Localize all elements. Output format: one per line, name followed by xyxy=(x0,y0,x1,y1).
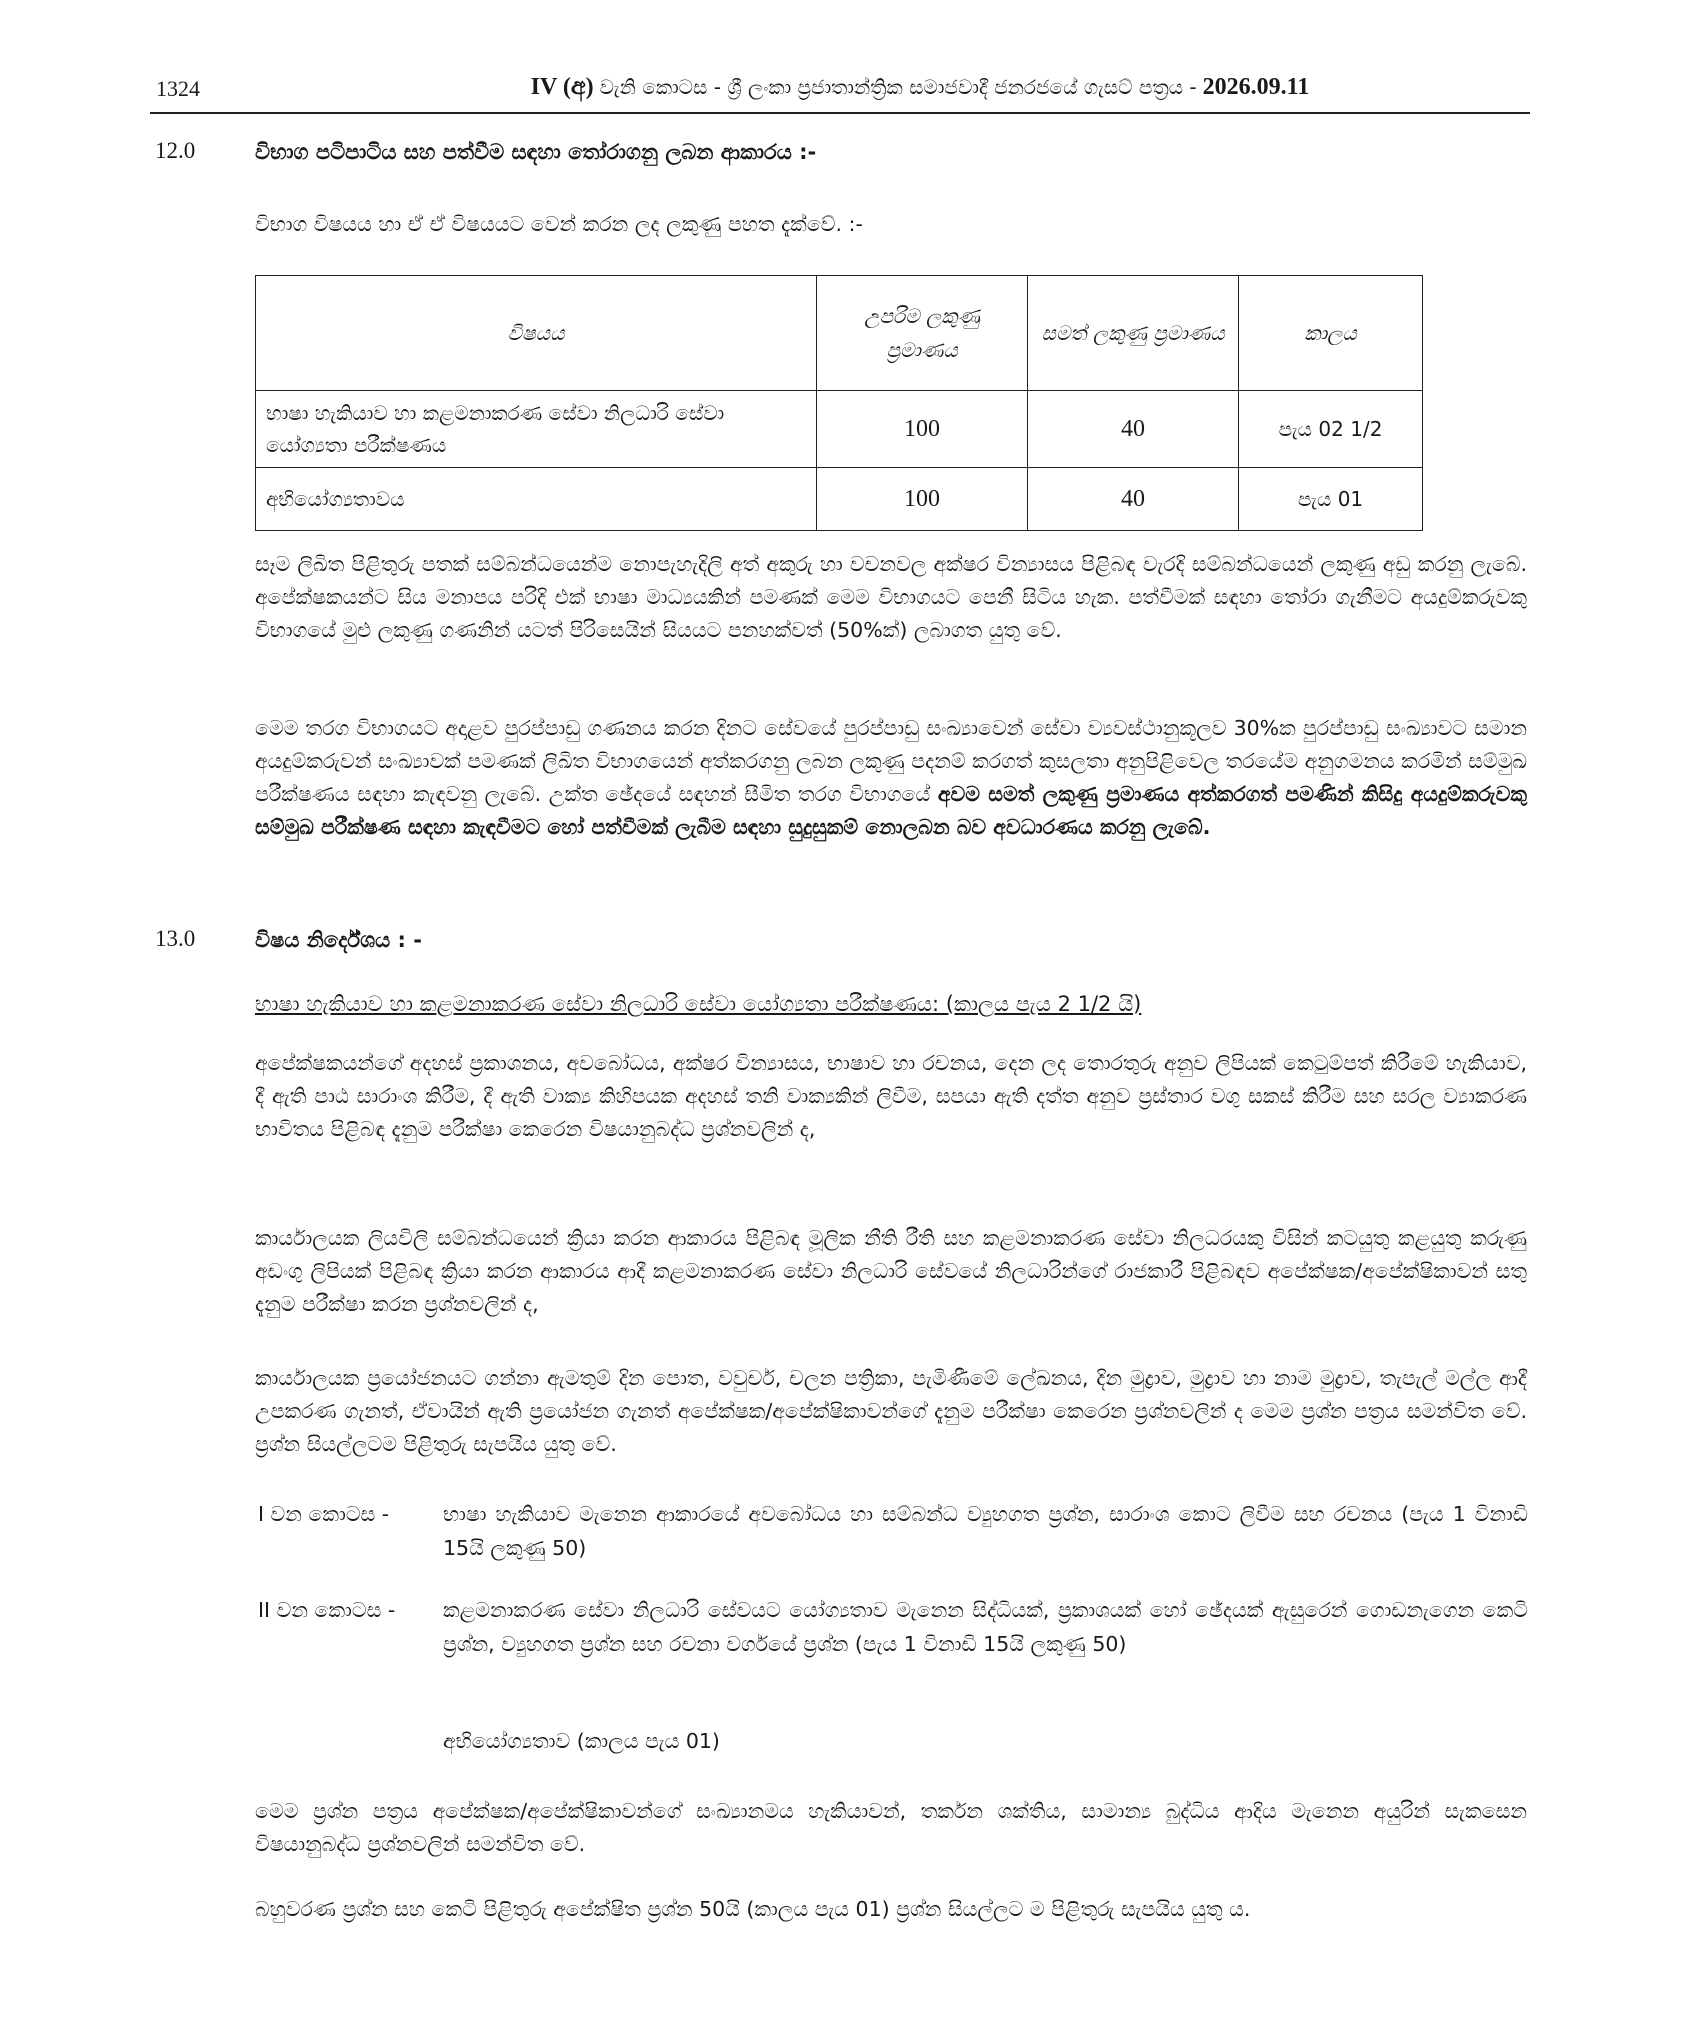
marks-table-header xyxy=(256,276,1423,391)
cell-max: 100 xyxy=(817,468,1028,531)
header-title-text: වැනි කොටස - ශ්‍රී ලංකා ප්‍රජාතාන්ත්‍රික සමාජවාදී ජනරජයේ ගැසට් පත්‍රය - xyxy=(599,75,1197,99)
header-part: IV (අ) xyxy=(530,74,594,100)
section-13-number: 13.0 xyxy=(155,926,196,951)
part-1-label: I වන කොටස - xyxy=(258,1502,390,1526)
syllabus-subheading: භාෂා හැකියාව හා කළමනාකරණ සේවා නිලධාරි සේවා යෝග්‍යතා පරීක්ෂණය: (කාලය පැය 2 1/2 යි) xyxy=(255,992,1142,1016)
section-13-paragraph-1: අපේක්ෂකයන්ගේ අදහස් ප්‍රකාශනය, අවබෝධය, අක්ෂර වින්‍යාසය, භාෂාව හා රචනය, දෙන ලද තොරතුරු අනුව ලිපියක් කෙටුම්පත් කිරීමේ හැකියාව, දී ඇති පාඨ සාරාංශ කිරීම, දී ඇති වාක්‍ය කිහිපයක අදහස් තනි වාක්‍යකින් ලිවීම, සපයා ඇති දත්ත අනුව ප්‍රස්තාර වගු සකස් කිරීම සහ සරල ව්‍යාකරණ භාවිතය පිළිබඳ දැනුම පරීක්ෂා කෙරෙන විෂයානුබද්ධ ප්‍රශ්නවලින් ද, xyxy=(255,1051,1527,1141)
page-number: 1324 xyxy=(156,76,200,101)
section-13-paragraph-2: කාර්යාලයක ලියවිලි සම්බන්ධයෙන් ක්‍රියා කරන ආකාරය පිළිබඳ මූලික නීති රීති සහ කළමනාකරණ සේවා නිලධරයකු විසින් කටයුතු කළයුතු කරුණු අඩංගු ලිපියක් පිළිබඳ ක්‍රියා කරන ආකාරය ආදී කළමනාකරණ සේවා නිලධාරි සේවයේ නිලධාරින්ගේ රාජකාරී පිළිබඳව අපේක්ෂක/අපේක්ෂිකාවන් සතු දැනුම පරීක්ෂා කරන ප්‍රශ්නවලින් ද, xyxy=(255,1226,1527,1316)
cell-duration: පැය 02 1/2 xyxy=(1239,391,1423,468)
col-duration: කාලය xyxy=(1239,276,1423,391)
section-12-number: 12.0 xyxy=(155,138,196,163)
cell-duration: පැය 01 xyxy=(1239,468,1423,531)
gazette-title xyxy=(310,74,1530,101)
paragraph-2-emphasis: අවම සමත් ලකුණු ප්‍රමාණය අත්කරගත් පමණින් කිසිදු අයදුම්කරුවකු සම්මුඛ පරීක්ෂණ සඳහා කැඳවීමට හෝ පත්වීමක් ලැබීම සඳහා සුදුසුකම් නොලබන බව අවධාරණය කරනු ලැබේ. xyxy=(255,782,1527,839)
col-pass-marks: සමත් ලකුණු ප්‍රමාණය xyxy=(1028,276,1239,391)
marks-table xyxy=(255,275,1423,531)
part-2-label: II වන කොටස - xyxy=(258,1598,396,1622)
col-max-marks: උපරිම ලකුණු ප්‍රමාණය xyxy=(817,276,1028,391)
cell-pass: 40 xyxy=(1028,468,1239,531)
table-row xyxy=(256,468,1423,531)
part-2-text: කළමනාකරණ සේවා නිලධාරි සේවයට යෝග්‍යතාව මැනෙන සිද්ධියක්, ප්‍රකාශයක් හෝ ඡේදයක් ඇසුරෙන් ගොඩනැගෙන කෙටි ප්‍රශ්න, ව්‍යුහගත ප්‍රශ්න සහ රචනා වර්ගයේ ප්‍රශ්න (පැය 1 විනාඩි 15යි ලකුණු 50) xyxy=(443,1598,1528,1656)
cell-subject: භාෂා හැකියාව හා කළමනාකරණ සේවා නිලධාරි සේවා යෝග්‍යතා පරීක්ෂණය xyxy=(256,391,817,468)
cell-max: 100 xyxy=(817,391,1028,468)
section-13-heading: විෂය නිර්දේශය : - xyxy=(255,928,422,952)
cell-pass: 40 xyxy=(1028,391,1239,468)
section-12-paragraph-2 xyxy=(255,712,1527,844)
page-header xyxy=(150,70,1530,114)
col-subject: විෂයය xyxy=(256,276,817,391)
section-13-paragraph-4: මෙම ප්‍රශ්න පත්‍රය අපේක්ෂක/අපේක්ෂිකාවන්ගේ සංඛ්‍යානමය හැකියාවන්, තර්කන ශක්තිය, සාමාන්‍ය බුද්ධිය ආදිය මැනෙන අයුරින් සැකසෙන විෂයානුබද්ධ ප්‍රශ්නවලින් සමන්විත වේ. xyxy=(255,1799,1527,1856)
section-12-paragraph-1: සෑම ලිඛිත පිළිතුරු පතක් සම්බන්ධයෙන්ම නොපැහැදිලි අත් අකුරු හා වචනවල අක්ෂර වින්‍යාසය පිළිබඳ වැරදි සම්බන්ධයෙන් ලකුණු අඩු කරනු ලැබේ. අපේක්ෂකයන්ට සිය මනාපය පරිදි එක් භාෂා මාධ්‍යයකින් පමණක් මෙම විභාගයට පෙනී සිටිය හැක. පත්වීමක් සඳහා තෝරා ගැනීමට අයදුම්කරුවකු විභාගයේ මුළු ලකුණු ගණනින් යටත් පිරිසෙයින් සියයට පනහක්වත් (50%ක්) ලබාගත යුතු වේ. xyxy=(255,552,1527,642)
table-row xyxy=(256,391,1423,468)
cell-subject: අභියෝග්‍යතාවය xyxy=(256,468,817,531)
aptitude-heading: අභියෝග්‍යතාව (කාලය පැය 01) xyxy=(443,1729,720,1753)
paragraph-2-text: මෙම තරග විභාගයට අදාළව පුරප්පාඩු ගණනය කරන දිනට සේවයේ පුරප්පාඩු සංඛ්‍යාවෙන් සේවා ව්‍යවස්ථානුකූලව 30%ක පුරප්පාඩු සංඛ්‍යාවට සමාන අයදුම්කරුවන් සංඛ්‍යාවක් පමණක් ලිඛිත විභාගයෙන් අත්කරගනු ලබන ලකුණු පදනම් කරගත් කුසලතා අනුපිළිවෙල තරයේම අනුගමනය කරමින් සම්මුඛ පරීක්ෂණය සඳහා කැඳවනු ලැබේ. උක්ත ඡේදයේ සඳහන් සීමිත තරග විභාගයේ xyxy=(255,716,1527,806)
section-12-intro: විභාග විෂයය හා ඒ ඒ විෂයයට වෙන් කරන ලද ලකුණු පහත දැක්වේ. :- xyxy=(255,212,863,236)
part-1-text: භාෂා හැකියාව මැනෙන ආකාරයේ අවබෝධය හා සම්බන්ධ ව්‍යුහගත ප්‍රශ්න, සාරාංශ කොට ලිවීම සහ රචනය (පැය 1 විනාඩි 15යි ලකුණු 50) xyxy=(443,1502,1528,1560)
section-13-paragraph-3: කාර්යාලයක ප්‍රයෝජනයට ගන්නා ඇමතුම් දින පොත, වවුචර්, චලන පත්‍රිකා, පැමිණීමේ ලේඛනය, දින මුද්‍රාව, මුද්‍රාව හා නාම මුද්‍රාව, තැපැල් මල්ල ආදී උපකරණ ගැනත්, ඒවායින් ඇති ප්‍රයෝජන ගැනත් අපේක්ෂක/අපේක්ෂිකාවන්ගේ දැනුම පරීක්ෂා කෙරෙන ප්‍රශ්නවලින් ද මෙම ප්‍රශ්න පත්‍රය සමන්විත වේ. ප්‍රශ්න සියල්ලටම පිළිතුරු සැපයිය යුතු වේ. xyxy=(255,1366,1527,1456)
section-13-paragraph-5: බහුවරණ ප්‍රශ්න සහ කෙටි පිළිතුරු අපේක්ෂිත ප්‍රශ්න 50යි (කාලය පැය 01) ප්‍රශ්න සියල්ලට ම පිළිතුරු සැපයිය යුතු ය. xyxy=(255,1897,1251,1921)
section-12-heading: විභාග පටිපාටිය සහ පත්වීම සඳහා තෝරාගනු ලබන ආකාරය :- xyxy=(255,140,817,164)
header-date: 2026.09.11 xyxy=(1202,74,1310,100)
